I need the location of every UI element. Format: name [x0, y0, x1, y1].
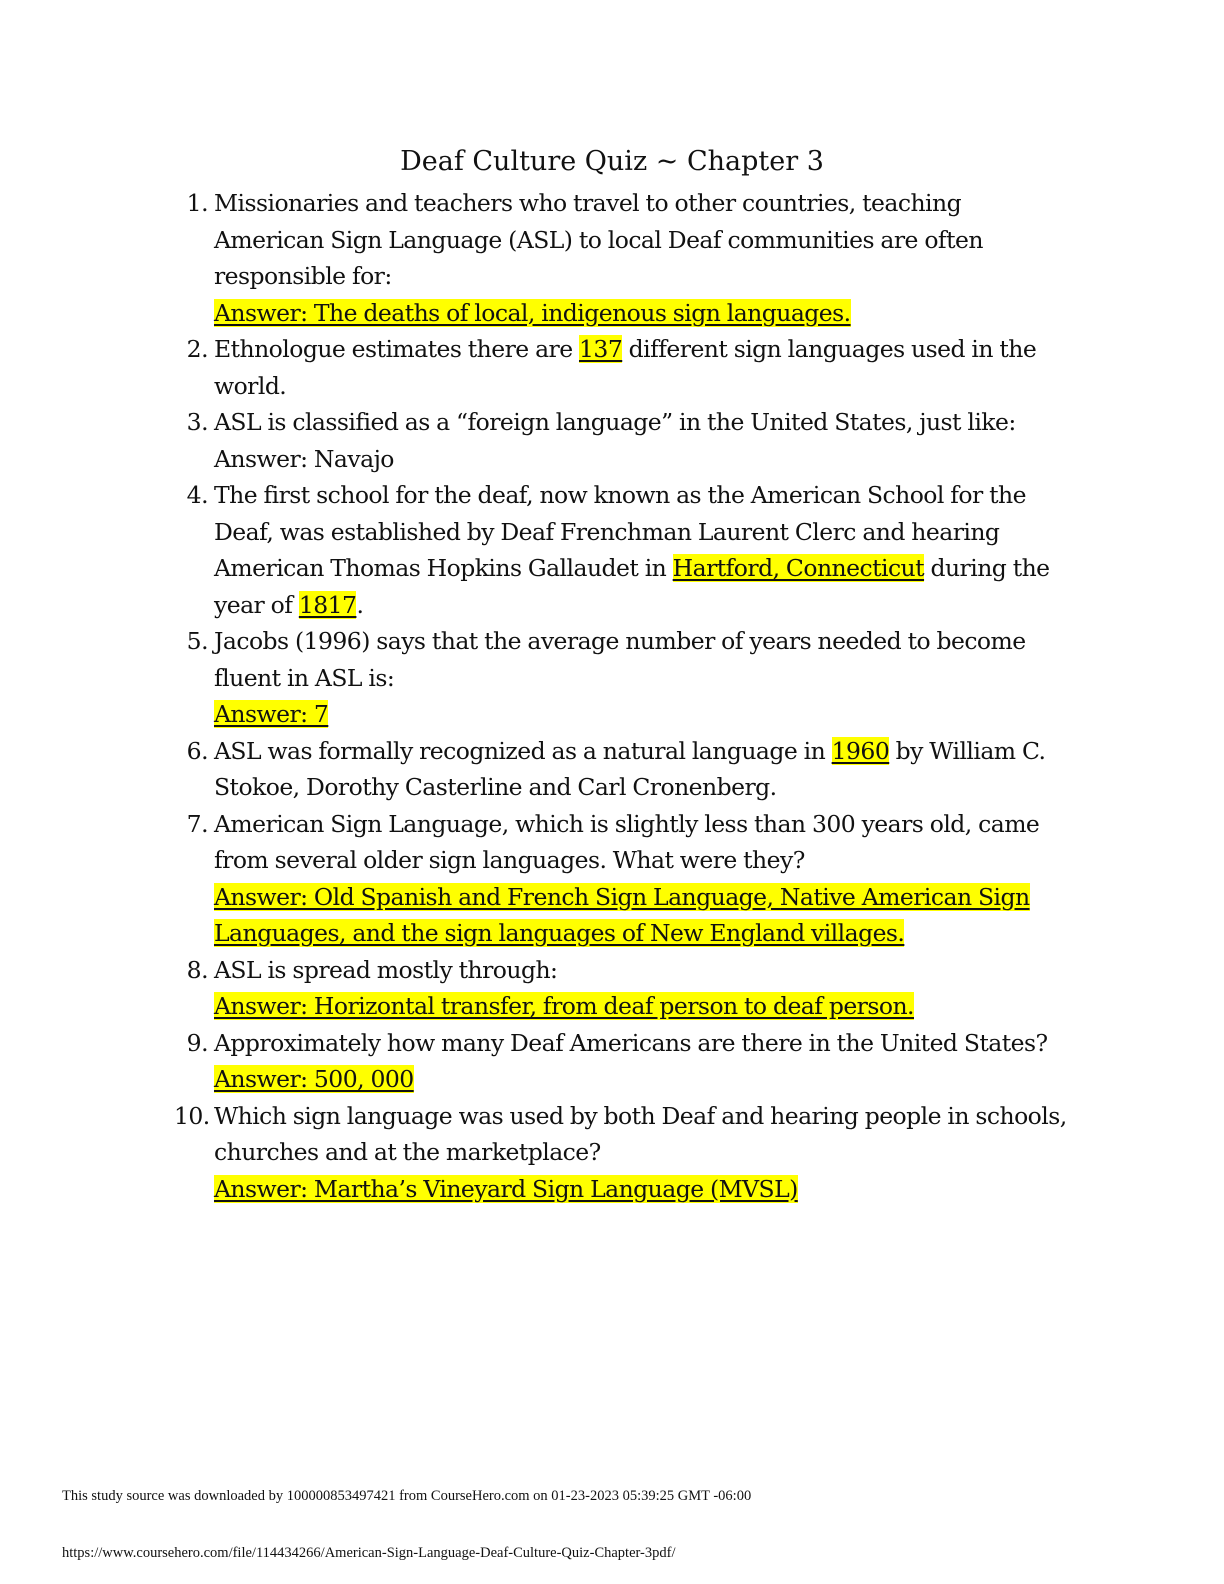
question-number: 5. — [186, 627, 208, 655]
source-url: https://www.coursehero.com/file/114434266/American-Sign-Language-Deaf-Culture-Quiz-Chapter-3pdf/ — [62, 1545, 676, 1561]
question-answer: Answer: The deaths of local, indigenous sign languages. — [214, 298, 851, 327]
quiz-question-2 — [186, 331, 1074, 404]
question-blank-answer-year: 1817 — [298, 590, 357, 619]
question-text: American Sign Language, which is slightly less than 300 years old, came from several older sign languages. What were they? — [214, 809, 1040, 874]
question-number: 2. — [186, 335, 208, 363]
question-text: Jacobs (1996) says that the average number of years needed to become fluent in ASL is: — [214, 627, 1026, 692]
question-answer: Answer: 7 — [214, 700, 329, 728]
download-source-note: This study source was downloaded by 100000853497421 from CourseHero.com on 01-23-2023 05:39:25 GMT -06:00 — [62, 1488, 752, 1504]
quiz-question-list — [174, 185, 1074, 1207]
quiz-question-10 — [174, 1098, 1074, 1208]
question-text: Approximately how many Deaf Americans are there in the United States? — [214, 1028, 1048, 1057]
quiz-question-8 — [186, 952, 1074, 1025]
question-text: ASL is spread mostly through: — [214, 955, 558, 984]
question-answer: Answer: Navajo — [214, 444, 394, 473]
quiz-question-3 — [186, 404, 1074, 477]
quiz-question-1 — [186, 185, 1074, 331]
question-answer: Answer: Old Spanish and French Sign Language, Native American Sign Languages, and the sign languages of New England villages. — [214, 882, 1030, 947]
question-number: 4. — [186, 481, 208, 509]
question-number: 6. — [186, 736, 208, 765]
quiz-question-7 — [186, 806, 1074, 952]
quiz-question-5 — [186, 623, 1074, 733]
question-answer: Answer: Martha’s Vineyard Sign Language (MVSL) — [214, 1174, 798, 1203]
question-text-after: different sign languages used in the world. — [214, 335, 1037, 400]
question-blank-answer: 1960 — [831, 736, 890, 765]
question-text-after: by William C. Stokoe, Dorothy Casterline and Carl Cronenberg. — [214, 736, 1046, 801]
question-blank-answer: 137 — [579, 335, 623, 363]
question-text-middle: during the year of — [214, 554, 1050, 619]
quiz-question-4 — [186, 477, 1074, 623]
question-text: Which sign language was used by both Deaf and hearing people in schools, churches and at the marketplace? — [214, 1101, 1067, 1166]
question-text-before: Ethnologue estimates there are — [214, 335, 580, 363]
question-blank-answer-place: Hartford, Connecticut — [672, 554, 925, 582]
page-title: Deaf Culture Quiz ~ Chapter 3 — [400, 146, 824, 177]
question-answer: Answer: Horizontal transfer, from deaf person to deaf person. — [214, 992, 914, 1020]
question-answer: Answer: 500, 000 — [214, 1065, 414, 1093]
question-number: 9. — [186, 1028, 208, 1057]
question-text: Missionaries and teachers who travel to other countries, teaching American Sign Language (ASL) to local Deaf communities are often responsible for: — [214, 189, 983, 290]
question-number: 10. — [174, 1101, 210, 1130]
question-number: 3. — [186, 408, 208, 436]
question-text-after: . — [356, 590, 364, 619]
quiz-question-6 — [186, 733, 1074, 806]
question-text: ASL is classified as a “foreign language” in the United States, just like: — [214, 408, 1016, 436]
question-number: 1. — [186, 189, 208, 217]
question-text-before: The first school for the deaf, now known as the American School for the Deaf, was established by Deaf Frenchman Laurent Clerc and hearing American Thomas Hopkins Gallaudet in — [214, 481, 1026, 582]
question-number: 8. — [186, 955, 208, 984]
quiz-question-9 — [186, 1025, 1074, 1098]
question-text-before: ASL was formally recognized as a natural language in — [214, 736, 832, 765]
question-number: 7. — [186, 809, 208, 838]
